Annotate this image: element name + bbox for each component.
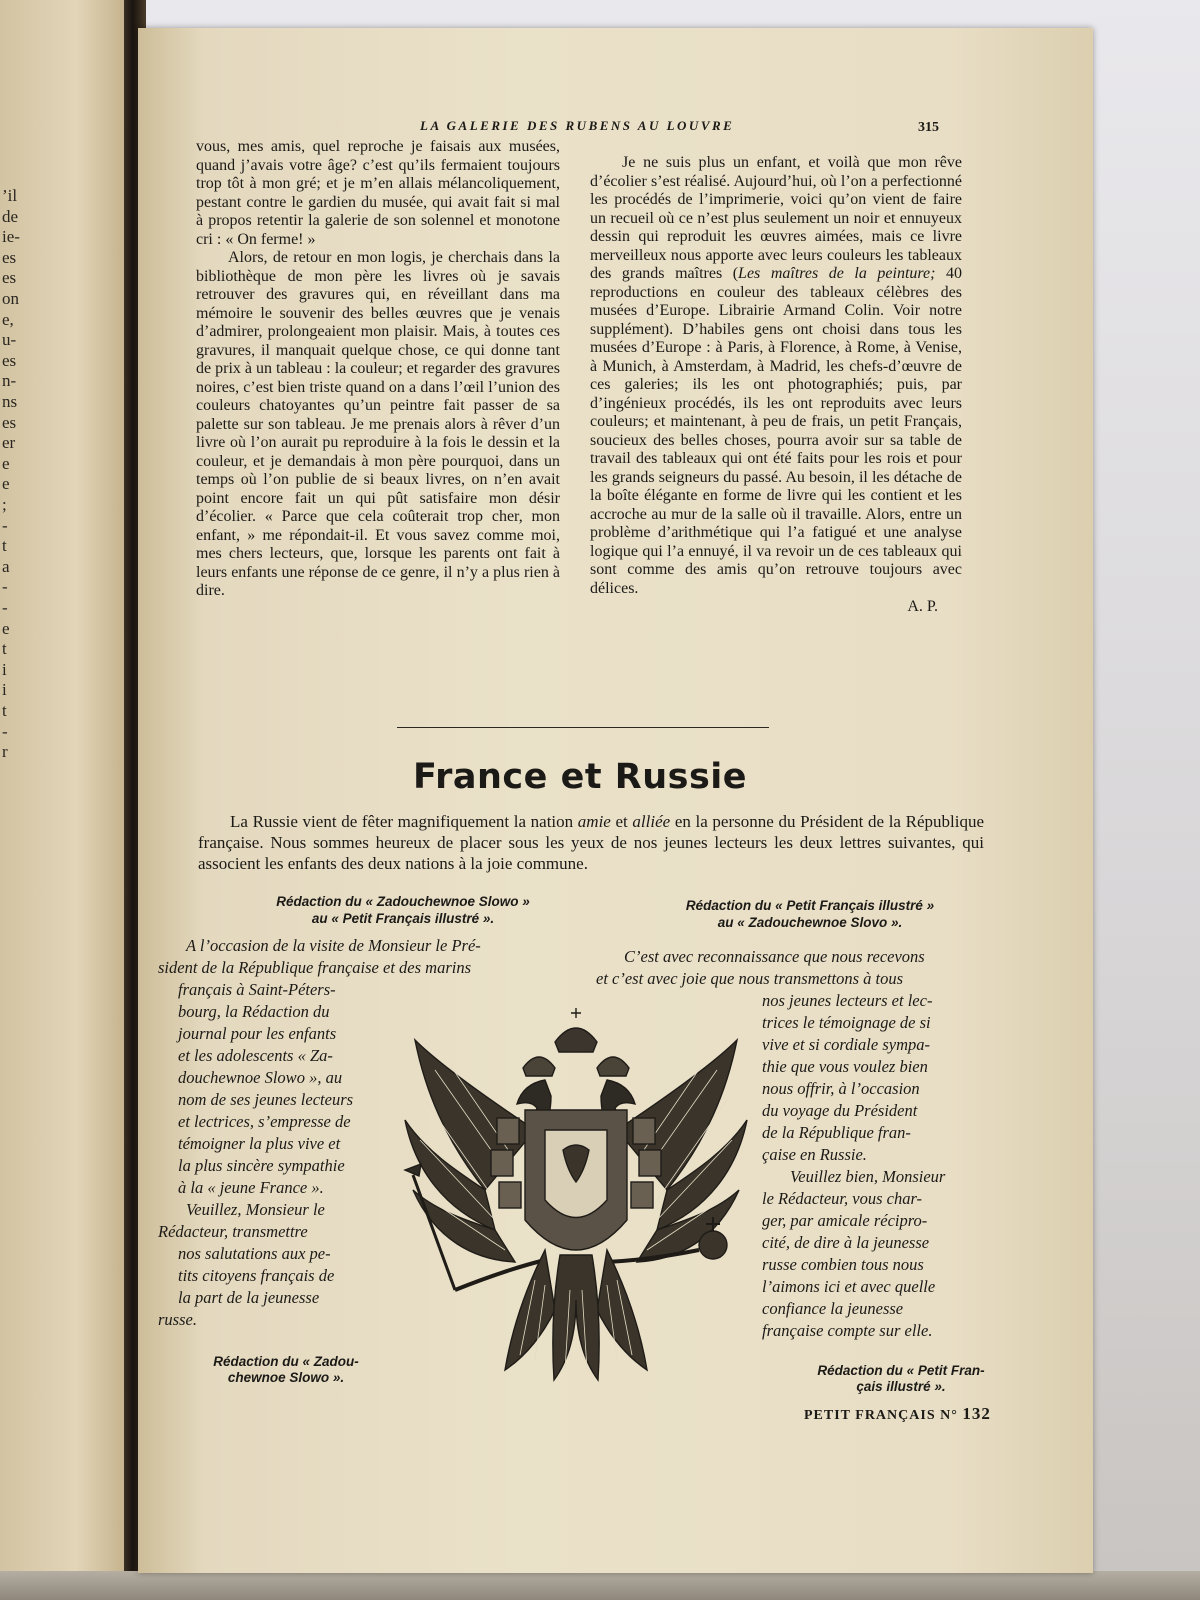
left-page-text-fragment: - (2, 577, 8, 597)
left-page-text-fragment: er (2, 433, 16, 453)
left-page-text-fragment: - (2, 515, 8, 535)
letter-line: douchewnoe Slowo », au (178, 1068, 343, 1087)
letter-line: le Rédacteur, vous char- (762, 1189, 923, 1208)
signature-line: chewnoe Slowo ». (227, 1370, 345, 1385)
article-paragraph: vous, mes amis, quel reproche je faisais aux musées, quand j’avais votre âge? c’est qu’ils fermaient toujours trop tôt à mon gré; et je m’en allais mélancoliquement, pestant contre le gardien du musée, qui avait fait si mal à propos retentir la galerie de son solennel et monotone cri : « On ferme! » (196, 138, 560, 248)
section-divider (397, 727, 769, 728)
article-paragraph: Alors, de retour en mon logis, je cherchais dans la bibliothèque de mon père les livres où je savais retrouver des gravures qui, en réveillant dans ma mémoire le souvenir des belles œuvres que je venais d’admirer, prolongeaient mon plaisir. Mais, à toutes ces gravures, il manquait quelque chose, ce qui donne tant de prix à un tableau : la couleur; et regarder des gravures noires, c’est bien triste quand on a dans l’œil l’union des couleurs chatoyantes qu’un peintre fait passer de sa palette sur son tableau. Je me prenais alors à rêver d’un livre où l’on aurait pu reproduire à la fois le dessin et la couleur, et je demandais à mon père pourquoi, dans un temps où l’on publie de si beaux livres, on n’en avait point encore fait un qui pût satisfaire mon désir d’écolier. « Parce que cela coûterait trop cher, mon enfant, » me répondait-il. Et vous savez comme moi, mes chers lecteurs, que, lorsque les parents ont fait à leurs enfants une réponse de ce genre, il n’y a plus rien à dire. (196, 249, 560, 599)
heading-line: Rédaction du « Petit Français illustré » (685, 898, 935, 913)
intro-emphasis: amie (577, 812, 611, 831)
left-page-text-fragment: on (2, 289, 19, 308)
letter-line: Rédacteur, transmettre (158, 1222, 308, 1241)
article-signature: A. P. (907, 598, 938, 615)
letter-line: russe. (158, 1310, 197, 1329)
left-page-text-fragment: e, (2, 309, 14, 329)
left-page-text-fragment: ie- (2, 227, 20, 247)
paragraph-text: Je ne suis plus un enfant, et voilà que mon rêve d’écolier s’est réalisé. Aujourd’hui, où l’on a perfectionné les procédés de l’imprimerie, voici qu’on vient de faire un recueil où ce n’est plus seulement un noir et ennuyeux dessin qui reproduit les œuvres aimées, mais ce livre merveilleux nous apporte avec leurs couleurs les tableaux des grands maîtres ( (590, 154, 962, 282)
letter-line: témoigner la plus vive et (178, 1134, 341, 1153)
table-surface (0, 1571, 1200, 1600)
letter-line: la part de la jeunesse (178, 1288, 320, 1307)
article-left-column (196, 138, 560, 601)
left-page-text-fragment: i (2, 680, 7, 700)
section-intro (198, 811, 984, 874)
heading-line: Rédaction du « Zadouchewnoe Slowo » (276, 894, 530, 909)
letter-line: de la République fran- (762, 1123, 911, 1142)
article-right-column (590, 154, 962, 617)
letter-line: trices le témoignage de si (762, 1013, 931, 1032)
letter-line: A l’occasion de la visite de Monsieur le Pré- (186, 936, 481, 955)
letter-line: C’est avec reconnaissance que nous recevons (624, 947, 925, 966)
letter-left-heading (238, 893, 568, 927)
signature-line: Rédaction du « Zadou- (213, 1354, 359, 1369)
letter-line: et lectrices, s’empresse de (178, 1112, 351, 1131)
section-title: France et Russie (412, 757, 748, 797)
letter-line: et c’est avec joie que nous transmettons à tous (596, 969, 904, 988)
left-page-text-fragment: t (2, 639, 7, 659)
letter-line: et les adolescents « Za- (178, 1046, 333, 1065)
left-page-text-fragment: r (2, 742, 8, 762)
left-page-text-fragment: es (2, 350, 17, 370)
letter-line: journal pour les enfants (178, 1024, 337, 1043)
letter-line: bourg, la Rédaction du (178, 1002, 330, 1021)
heading-line: au « Zadouchewnoe Slovo ». (717, 915, 903, 930)
letter-line: français à Saint-Péters- (178, 980, 336, 999)
left-page-text-fragment: ; (2, 495, 7, 514)
left-page-text-fragment: a (2, 556, 10, 576)
book-title: Les maîtres de la peinture; (738, 265, 936, 282)
letter-line: russe combien tous nous (762, 1255, 924, 1274)
page-number: 315 (918, 120, 939, 135)
left-page-text-fragment: e (2, 474, 10, 494)
letter-right-signature (796, 1363, 1006, 1395)
letter-line: française compte sur elle. (762, 1321, 933, 1340)
article-paragraph (590, 154, 962, 598)
left-page-text-fragment: - (2, 598, 8, 617)
letter-left-signature (186, 1354, 386, 1386)
left-page-text-fragment: es (2, 268, 17, 288)
signature-line: çais illustré ». (856, 1379, 946, 1394)
left-page-text-fragment: t (2, 701, 7, 720)
left-page-text-fragment: n- (2, 371, 17, 391)
letter-line: nous offrir, à l’occasion (762, 1079, 920, 1098)
left-page-text-fragment: es (2, 247, 17, 267)
letter-right-heading (640, 897, 980, 931)
intro-text: La Russie vient de fêter magnifiquement la nation (230, 812, 578, 831)
left-page-text-fragment: u- (2, 330, 17, 350)
page-footer (804, 1404, 991, 1424)
heading-line: au « Petit Français illustré ». (311, 911, 495, 926)
paragraph-text: 40 reproductions en couleur des tableaux célèbres des musées d’Europe. Librairie Armand Colin. Voir notre supplément). D’habiles gens ont choisi dans tous les musées d’Europe : à Paris, à Florence, à Rome, à Venise, à Munich, à Amsterdam, à Madrid, les chefs-d’œuvre de ces galeries; ils les ont photographiés; puis, par d’ingénieux procédés, ils les ont reproduits avec leurs couleurs; et maintenant, à peu de frais, un petit Français, soucieux des belles choses, pourra avoir sur sa table de travail des tableaux qui ont été faits pour les rois et pour les grands seigneurs du passé. Au besoin, il les détache de la boîte élégante en forme de livre qui les contient et les accroche au mur de la salle où il travaille. Alors, entre un problème d’arithmétique qui l’a fatigué et une analyse logique qui l’a ennuyé, il va revoir un de ces tableaux qui sont comme des amis qu’on retrouve toujours avec délices. (590, 265, 963, 597)
left-page-text-fragment: e (2, 618, 10, 638)
letter-line: confiance la jeunesse (762, 1299, 904, 1318)
letter-line: Veuillez, Monsieur le (186, 1200, 325, 1219)
left-page-edge (0, 0, 138, 1600)
intro-emphasis: alliée (632, 812, 671, 831)
letter-line: vive et si cordiale sympa- (762, 1035, 930, 1054)
left-page-text-fragment: t (2, 536, 7, 556)
left-page-text-fragment: es (2, 412, 17, 432)
letter-line: nos jeunes lecteurs et lec- (762, 991, 933, 1010)
left-page-text-fragment: e (2, 453, 10, 473)
letter-line: la plus sincère sympathie (178, 1156, 345, 1175)
signature-line: Rédaction du « Petit Fran- (817, 1363, 985, 1378)
letter-line: sident de la République française et des marins (158, 958, 471, 977)
intro-text: et (610, 812, 633, 831)
issue-number: 132 (962, 1404, 991, 1423)
left-page-text-fragment: ’il (2, 186, 18, 205)
intro-text: en la personne du Président de la République française. Nous sommes heureux de placer sous les yeux de nos jeunes lecteurs les deux lettres suivantes, qui associent les enfants des deux nations à la joie commune. (198, 812, 984, 873)
double-headed-eagle-icon (395, 1000, 757, 1395)
footer-label: PETIT FRANÇAIS N° (804, 1408, 958, 1423)
letter-line: du voyage du Président (762, 1101, 918, 1120)
letter-line: l’aimons ici et avec quelle (762, 1277, 936, 1296)
left-page-text-fragment: - (2, 721, 8, 741)
letter-line: nom de ses jeunes lecteurs (178, 1090, 354, 1109)
letter-line: Veuillez bien, Monsieur (790, 1167, 946, 1186)
letter-line: thie que vous voulez bien (762, 1057, 928, 1076)
letter-line: ger, par amicale récipro- (762, 1211, 928, 1230)
left-page-text-fragment: de (2, 206, 19, 226)
letter-line: çaise en Russie. (762, 1145, 867, 1164)
running-title: LA GALERIE DES RUBENS AU LOUVRE (420, 118, 735, 133)
letter-line: nos salutations aux pe- (178, 1244, 331, 1263)
letter-line: tits citoyens français de (178, 1266, 335, 1285)
letter-line: à la « jeune France ». (178, 1178, 324, 1197)
letter-line: cité, de dire à la jeunesse (762, 1233, 930, 1252)
left-page-text-fragment: i (2, 659, 7, 679)
left-page-text-fragment: ns (2, 392, 18, 411)
